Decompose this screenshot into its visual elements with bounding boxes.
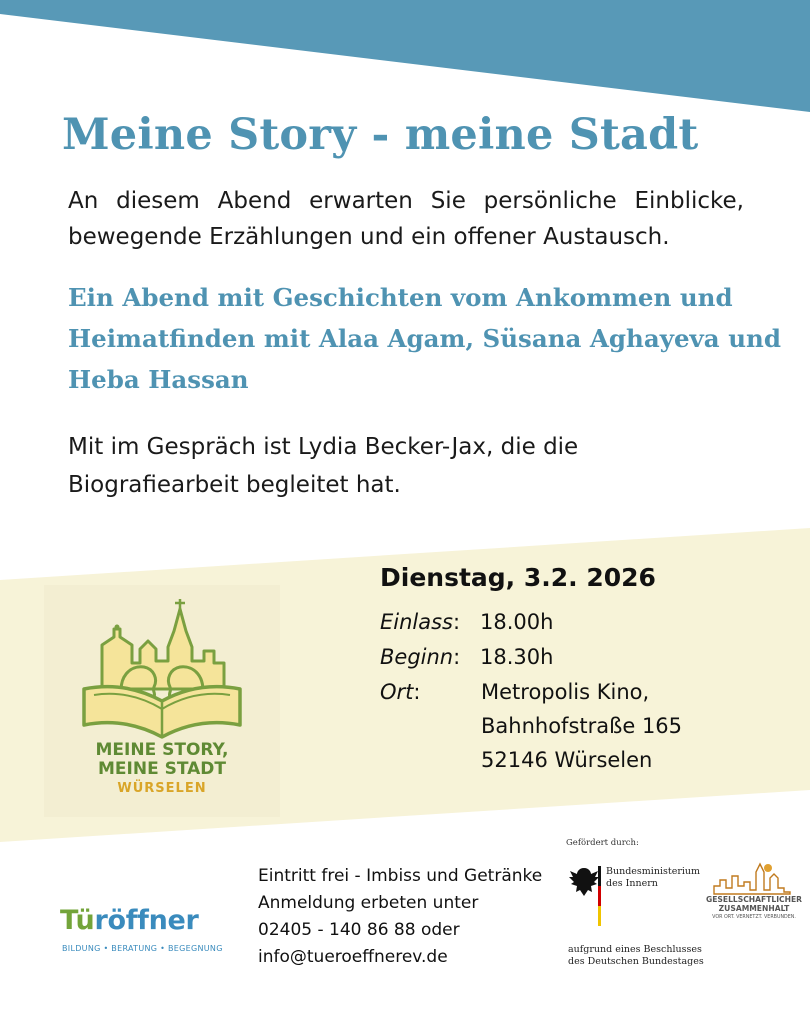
- funding-label: Gefördert durch:: [566, 838, 639, 848]
- phone-line: 02405 - 140 86 88 oder: [258, 920, 460, 940]
- einlass-row: Einlass: 18.00h: [380, 610, 554, 634]
- logo-part1: Tü: [60, 905, 95, 936]
- admission-info: [258, 863, 542, 971]
- ministry-line2: des Innern: [606, 878, 658, 889]
- ort-label: Ort: [380, 680, 414, 704]
- einlass-label: Einlass: [380, 610, 453, 634]
- page-title: Meine Story - meine Stadt: [62, 110, 699, 160]
- einlass-time: 18.00h: [480, 610, 554, 634]
- program-line2: ZUSAMMENHALT: [718, 904, 790, 913]
- tueroeffner-tagline: BILDUNG • BERATUNG • BEGEGNUNG: [62, 944, 223, 953]
- logo-part2: röffner: [94, 905, 199, 936]
- tueroeffner-logo: [60, 905, 199, 936]
- beginn-time: 18.30h: [480, 645, 554, 669]
- event-date: Dienstag, 3.2. 2026: [380, 563, 656, 592]
- ort-row: Ort:: [380, 680, 421, 704]
- program-line1: GESELLSCHAFTLICHER: [706, 895, 803, 904]
- intro-text: An diesem Abend erwarten Sie persönliche Einblicke, bewegende Erzählungen und ein offener Austausch.: [68, 188, 744, 250]
- admission-line: Eintritt frei - Imbiss und Getränke: [258, 866, 543, 886]
- beginn-row: Beginn: 18.30h: [380, 645, 554, 669]
- logo-line2: MEINE STADT: [98, 759, 226, 779]
- beginn-label: Beginn: [380, 645, 454, 669]
- bundestag-decision: [568, 944, 704, 968]
- decision-line1: aufgrund eines Beschlusses: [568, 944, 702, 955]
- program-logo: [706, 895, 802, 922]
- federal-eagle-icon: [566, 862, 602, 932]
- ministry-name: [606, 866, 700, 890]
- logo-line1: MEINE STORY,: [95, 740, 229, 760]
- skyline-icon: [712, 862, 792, 896]
- venue-city: 52146 Würselen: [481, 748, 653, 772]
- project-logo: [44, 585, 280, 817]
- venue-street: Bahnhofstraße 165: [481, 714, 683, 738]
- book-with-faces-and-church-icon: [44, 585, 280, 817]
- registration-line: Anmeldung erbeten unter: [258, 893, 479, 913]
- logo-line3: WÜRSELEN: [117, 781, 207, 796]
- email-link[interactable]: info@tueroeffnerev.de: [258, 947, 448, 967]
- venue-name: Metropolis Kino,: [481, 680, 650, 704]
- ministry-line1: Bundesministerium: [606, 866, 701, 877]
- event-subtitle: Ein Abend mit Geschichten vom Ankommen und Heimatfinden mit Alaa Agam, Süsana Aghayeva und Heba Hassan: [68, 283, 781, 394]
- top-blue-banner: [0, 0, 810, 112]
- moderation-text: Mit im Gespräch ist Lydia Becker-Jax, die die Biografiearbeit begleitet hat.: [68, 434, 579, 498]
- program-tagline: VOR ORT. VERNETZT. VERBUNDEN.: [712, 915, 796, 920]
- decision-line2: des Deutschen Bundestages: [568, 956, 704, 967]
